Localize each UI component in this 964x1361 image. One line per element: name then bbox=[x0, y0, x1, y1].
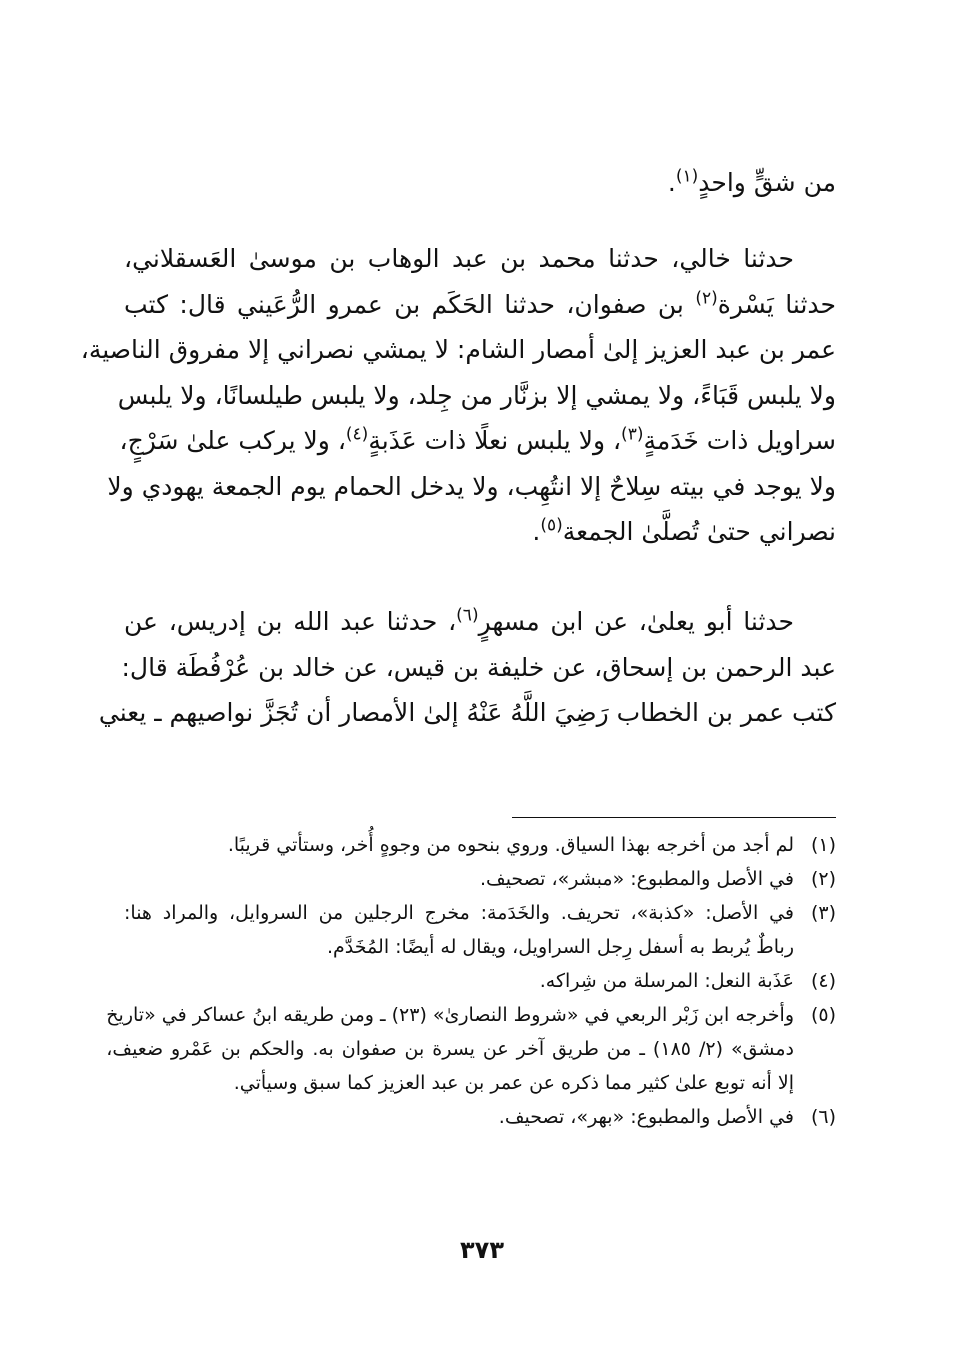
paragraph-2 bbox=[80, 236, 836, 555]
body-line: عمر بن عبد العزيز إلىٰ أمصار الشام: لا يمشي نصراني إلا مفروق الناصية، bbox=[80, 335, 836, 364]
footnote-number: (٣) bbox=[810, 902, 836, 924]
body-line bbox=[119, 418, 836, 464]
footnote-line: في الأصل والمطبوع: «بهر»، تصحيف. bbox=[498, 1106, 794, 1128]
footnote bbox=[124, 964, 836, 998]
footnote-ref[interactable]: (٣) bbox=[621, 424, 644, 445]
footnote-ref[interactable]: (٢) bbox=[695, 288, 718, 309]
body-text-segment: بن صفوان، حدثنا الحَكَم بن عمرو الرُّعَيني قال: كتب bbox=[124, 289, 696, 319]
paragraph-1 bbox=[124, 160, 836, 206]
body-line: ولا يلبس قَبَاءً، ولا يمشي إلا بزنَّار من جِلد، ولا يلبس طيلسانًا، ولا يلبس bbox=[117, 380, 836, 410]
footnote bbox=[124, 1100, 836, 1134]
body-text-segment: ، ولا يلبس نعلًا ذات عَذَبةٍ bbox=[368, 426, 622, 455]
body-text-segment: ، حدثنا عبد الله بن إدريس، عن bbox=[124, 607, 457, 636]
body-line bbox=[124, 599, 836, 645]
footnote-ref[interactable]: (٥) bbox=[540, 515, 563, 536]
body-text-segment: . bbox=[667, 168, 676, 197]
body-line: كتب عمر بن الخطاب رَضِيَ اللَّهُ عَنْهُ إلىٰ الأمصار أن تُجَزَّ نواصيهم ـ يعني bbox=[98, 698, 836, 727]
body-line: ولا يوجد في بيته سِلاحٌ إلا انتُهِب، ولا يدخل الحمام يوم الجمعة يهودي ولا bbox=[107, 471, 836, 501]
footnote-line: إلا أنه توبع علىٰ كثير مما ذكره عن عمر بن عبد العزيز كما سبق وسيأتي. bbox=[233, 1072, 794, 1094]
footnote-text bbox=[106, 998, 794, 1100]
footnote-ref[interactable]: (١) bbox=[675, 166, 699, 187]
footnote-separator bbox=[512, 817, 836, 818]
body-line bbox=[124, 509, 836, 555]
footnote bbox=[124, 896, 836, 964]
footnote-text bbox=[124, 828, 794, 862]
body-text-segment: حدثنا أبو يعلىٰ، عن ابن مسهرٍ bbox=[478, 607, 794, 636]
footnote-number: (٥) bbox=[810, 1004, 836, 1026]
body-line bbox=[124, 160, 836, 206]
footnote-number: (١) bbox=[810, 834, 836, 856]
footnote bbox=[124, 828, 836, 862]
footnote-ref[interactable]: (٤) bbox=[345, 424, 369, 445]
paragraph-3 bbox=[98, 599, 836, 736]
body-line: حدثنا خالي، حدثنا محمد بن عبد الوهاب بن موسىٰ العَسقلاني، bbox=[124, 244, 794, 273]
body-text-segment: سراويل ذات خَدَمةٍ bbox=[643, 426, 836, 455]
footnote-line: عَذَبة النعل: المرسلة من شِراكه. bbox=[539, 970, 794, 992]
footnote-number: (٤) bbox=[810, 970, 836, 992]
footnote-line: لم أجد من أخرجه بهذا السياق. وروي بنحوه من وجوهٍ أُخر، وستأتي قريبًا. bbox=[227, 834, 794, 856]
footnote-text bbox=[124, 1100, 794, 1134]
footnote-line: رباطٌ يُربط به أسفل رِجل السراويل، ويقال له أيضًا: المُخَدَّم. bbox=[327, 936, 794, 958]
footnote-ref[interactable]: (٦) bbox=[456, 605, 479, 626]
body-line bbox=[124, 282, 836, 328]
footnote bbox=[124, 862, 836, 896]
footnote-text bbox=[124, 964, 794, 998]
footnote-number: (٢) bbox=[810, 868, 836, 890]
body-text-segment: ، ولا يركب علىٰ سَرْجٍ، bbox=[119, 426, 346, 455]
footnote bbox=[106, 998, 836, 1100]
footnote-text bbox=[124, 896, 794, 964]
footnotes bbox=[106, 828, 836, 1134]
body-line: عبد الرحمن بن إسحاق، عن خليفة بن قيس، عن خالد بن عُرْفُطَة قال: bbox=[121, 652, 836, 682]
footnote-line: في الأصل: «كذبة»، تحريف. والخَدَمة: مخرج الرجلين من السروايل، والمراد هنا: bbox=[124, 902, 794, 924]
footnote-text bbox=[124, 862, 794, 896]
page-number: ٣٧٣ bbox=[460, 1236, 504, 1264]
footnote-number: (٦) bbox=[810, 1106, 836, 1128]
footnote-line: دمشق» (٢/ ١٨٥) ـ من طريق آخر عن يسرة بن صفوان به. والحكم بن عَمْرو ضعيف، bbox=[106, 1038, 795, 1060]
footnote-line: وأخرجه ابن زَبْر الربعي في «شروط النصارىٰ» (٢٣) ـ ومن طريقه ابنُ عساكر في «تاريخ bbox=[106, 1004, 794, 1026]
body-text-segment: من شقٍّ واحدٍ bbox=[698, 168, 836, 197]
body-text-segment: حدثنا يَسْرة bbox=[717, 289, 836, 319]
footnote-line: في الأصل والمطبوع: «مبشر»، تصحيف. bbox=[479, 868, 794, 890]
body-text-segment: نصراني حتىٰ تُصلَّىٰ الجمعة bbox=[562, 517, 836, 546]
body-text-segment: . bbox=[532, 517, 541, 546]
